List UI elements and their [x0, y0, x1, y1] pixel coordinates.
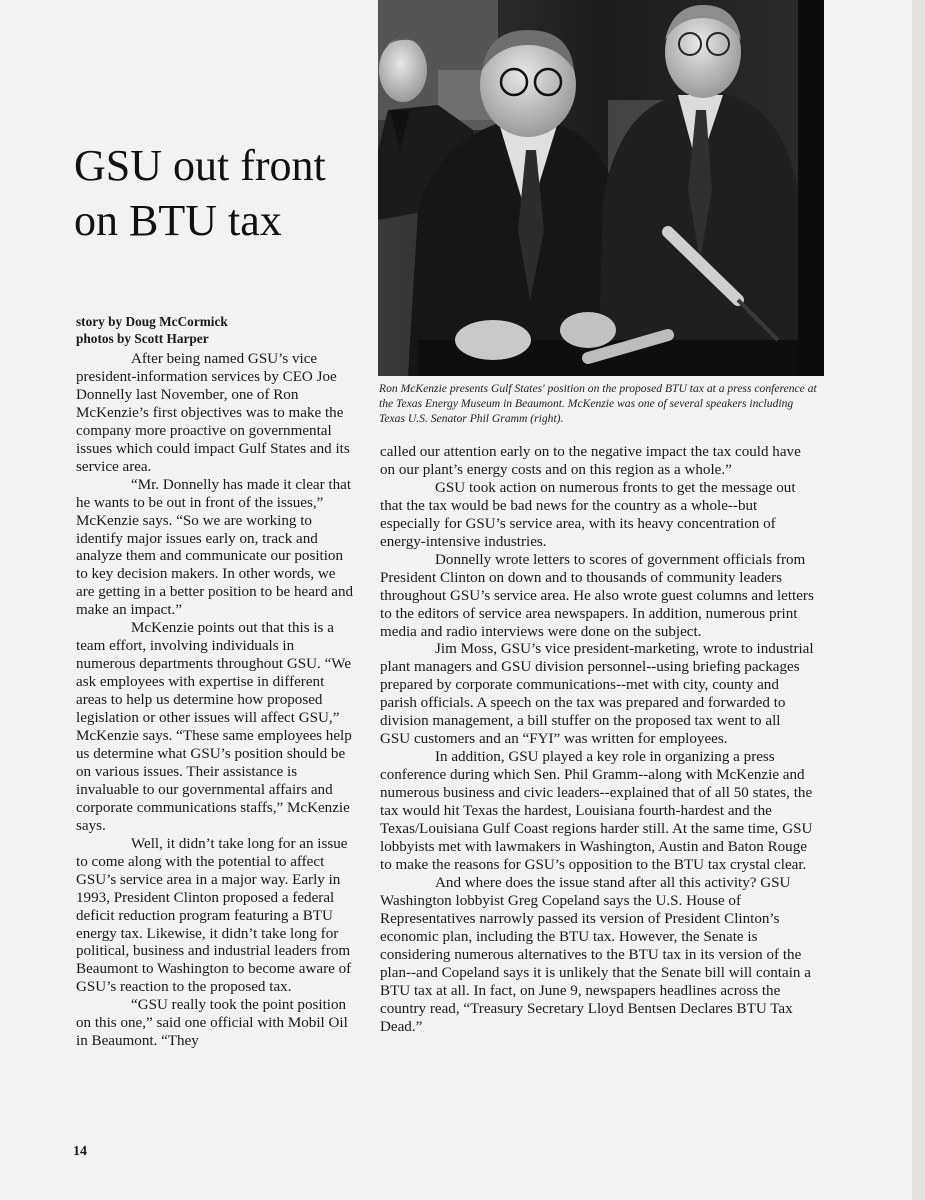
page-edge — [912, 0, 925, 1200]
headline-line-1: GSU out front — [74, 141, 326, 190]
paragraph: After being named GSU’s vice president-information services by CEO Joe Donnelly last November, one of Ron McKenzie’s first objectives was to make the company more proactive on governmental issues which could impact Gulf States and its service area. — [76, 351, 350, 475]
press-conference-photo — [378, 0, 824, 376]
headline-line-2: on BTU tax — [74, 196, 282, 245]
paragraph: Jim Moss, GSU’s vice president-marketing, wrote to industrial plant managers and GSU division personnel--using briefing packages prepared by corporate communications--met with city, county and parish officials. A speech on the tax was prepared and forwarded to division management, a bill stuffer on the proposed tax went to all GSU customers and an “FYI” was written for employees. — [380, 641, 814, 748]
paragraph: And where does the issue stand after all this activity? GSU Washington lobbyist Greg Copeland says the U.S. House of Representatives narrowly passed its version of President Clinton’s economic plan, including the BTU tax. However, the Senate is considering numerous alternatives to the BTU tax in its version of the plan--and Copeland says it is unlikely that the Senate bill will contain a BTU tax at all. In fact, on June 9, newspapers headlines across the country read, “Treasury Secretary Lloyd Bentsen Declares BTU Tax Dead.” — [380, 874, 811, 1035]
article-headline — [74, 138, 384, 248]
photo-credit: photos by Scott Harper — [76, 331, 209, 346]
article-column-right — [380, 444, 814, 1036]
paragraph: GSU took action on numerous fronts to get the message out that the tax would be bad news for the country as a whole--but especially for GSU’s service area, with its heavy concentration of energy-intensive industries. — [380, 479, 796, 550]
paragraph: “Mr. Donnelly has made it clear that he wants to be out in front of the issues,” McKenzie says. “So we are working to identify major issues early on, track and analyze them and communicate our position to key decision makers. In other words, we are getting in a better position to be heard and make an impact.” — [76, 476, 354, 619]
article-column-left — [76, 351, 354, 1051]
story-credit: story by Doug McCormick — [76, 314, 228, 329]
paragraph: McKenzie points out that this is a team effort, involving individuals in numerous departments throughout GSU. “We ask employees with expertise in different areas to help us determine how proposed legislation or other issues will affect GSU,” McKenzie says. “These same employees help us determine what GSU’s position should be on various issues. Their assistance is invaluable to our governmental affairs and corporate communications staffs,” McKenzie says. — [76, 620, 352, 834]
page-number: 14 — [73, 1144, 87, 1159]
paragraph: Donnelly wrote letters to scores of government officials from President Clinton on down and to thousands of community leaders throughout GSU’s service area. He also wrote guest columns and letters to the editors of service area newspapers. In addition, numerous print media and radio interviews were done on the subject. — [380, 551, 814, 640]
paragraph: Well, it didn’t take long for an issue to come along with the potential to affect GSU’s service area in a major way. Early in 1993, President Clinton proposed a federal deficit reduction program featuring a BTU energy tax. Likewise, it didn’t take long for political, business and industrial leaders from Beaumont to Washington to become aware of GSU’s reaction to the proposed tax. — [76, 835, 352, 996]
byline — [76, 313, 366, 347]
paragraph: called our attention early on to the negative impact the tax could have on our plant’s energy costs and on this region as a whole.” — [380, 444, 801, 478]
photo-caption: Ron McKenzie presents Gulf States' position on the proposed BTU tax at a press conference at the Texas Energy Museum in Beaumont. McKenzie was one of several speakers including Texas U.S. Senator Phil Gramm (right). — [379, 382, 817, 425]
paragraph: In addition, GSU played a key role in organizing a press conference during which Sen. Phil Gramm--along with McKenzie and numerous business and civic leaders--explained that of all 50 states, the tax would hit Texas the hardest, Louisiana fourth-hardest and the Texas/Louisiana Gulf Coast regions harder still. At the same time, GSU lobbyists met with lawmakers in Washington, Austin and Baton Rouge to make the reasons for GSU’s opposition to the BTU tax crystal clear. — [380, 749, 813, 873]
paragraph: “GSU really took the point position on this one,” said one official with Mobil Oil in Beaumont. “They — [76, 997, 348, 1050]
